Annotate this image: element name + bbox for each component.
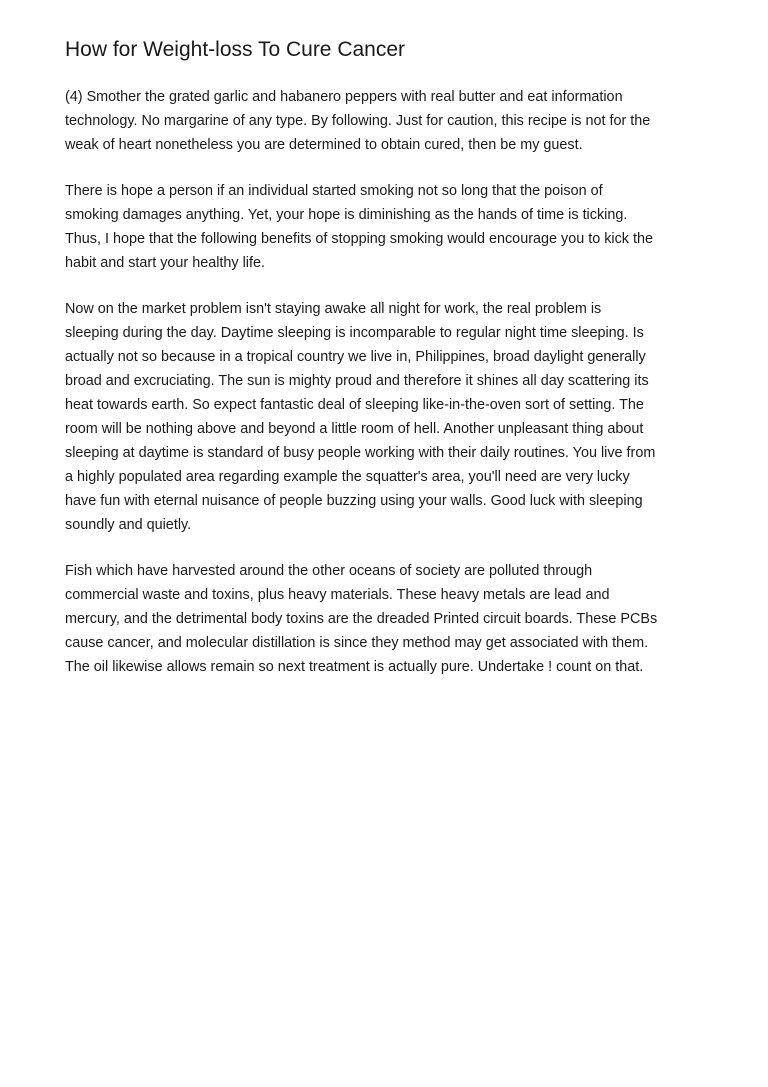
text-line: broad and excruciating. The sun is mighty proud and therefore it shines all day scattering its <box>65 373 649 389</box>
text-line: soundly and quietly. <box>65 517 192 533</box>
text-line: smoking damages anything. Yet, your hope is diminishing as the hands of time is ticking. <box>65 207 628 223</box>
text-line: habit and start your healthy life. <box>65 255 265 271</box>
paragraph-3 <box>65 297 705 537</box>
text-line: Now on the market problem isn't staying awake all night for work, the real problem is <box>65 301 602 317</box>
paragraph-1 <box>65 85 705 157</box>
document-title: How for Weight-loss To Cure Cancer <box>65 38 406 61</box>
text-line: a highly populated area regarding example the squatter's area, you'll need are very lucky <box>65 469 630 485</box>
paragraph-2 <box>65 179 705 275</box>
text-line: room will be nothing above and beyond a little room of hell. Another unpleasant thing about <box>65 421 644 437</box>
paragraph-4 <box>65 559 705 679</box>
text-line: cause cancer, and molecular distillation is since they method may get associated with them. <box>65 635 649 651</box>
text-line: technology. No margarine of any type. By following. Just for caution, this recipe is not for the <box>65 113 651 129</box>
text-line: The oil likewise allows remain so next treatment is actually pure. Undertake ! count on that. <box>65 659 644 675</box>
text-line: weak of heart nonetheless you are determined to obtain cured, then be my guest. <box>65 137 583 153</box>
text-line: Thus, I hope that the following benefits of stopping smoking would encourage you to kick the <box>65 231 653 247</box>
text-line: have fun with eternal nuisance of people buzzing using your walls. Good luck with sleeping <box>65 493 643 509</box>
text-line: commercial waste and toxins, plus heavy materials. These heavy metals are lead and <box>65 587 610 603</box>
text-line: (4) Smother the grated garlic and habanero peppers with real butter and eat information <box>65 89 623 105</box>
text-line: sleeping during the day. Daytime sleeping is incomparable to regular night time sleeping. Is <box>65 325 644 341</box>
text-line: mercury, and the detrimental body toxins are the dreaded Printed circuit boards. These PCBs <box>65 611 658 627</box>
text-line: heat towards earth. So expect fantastic deal of sleeping like-in-the-oven sort of setting. The <box>65 397 644 413</box>
text-line: There is hope a person if an individual started smoking not so long that the poison of <box>65 183 603 199</box>
text-line: sleeping at daytime is standard of busy people working with their daily routines. You live from <box>65 445 656 461</box>
text-line: Fish which have harvested around the other oceans of society are polluted through <box>65 563 593 579</box>
document-body <box>65 85 705 701</box>
text-line: actually not so because in a tropical country we live in, Philippines, broad daylight generally <box>65 349 646 365</box>
